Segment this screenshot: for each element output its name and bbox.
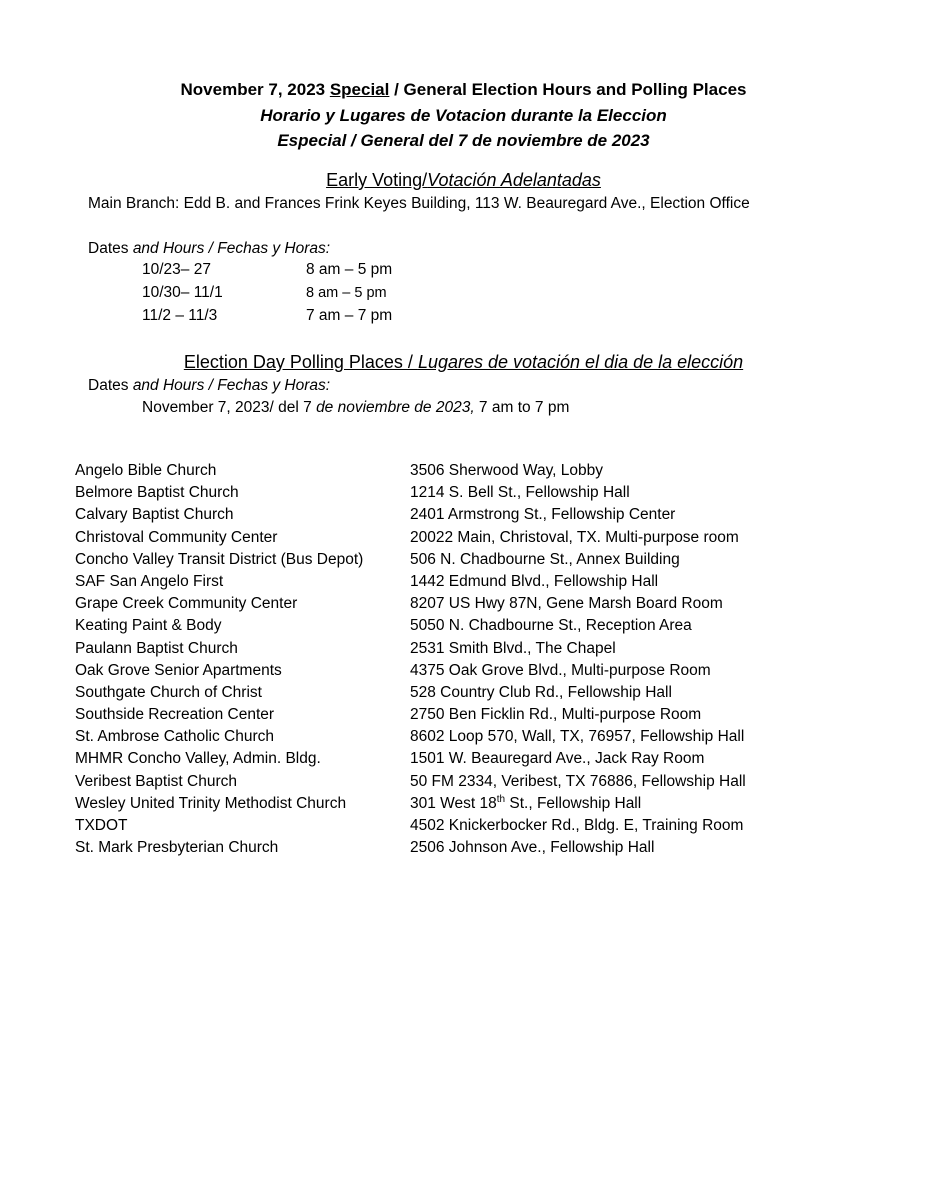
place-name: TXDOT xyxy=(75,817,128,834)
spanish-subtitle-line-1: Horario y Lugares de Votacion durante la Eleccion xyxy=(260,106,667,125)
place-name: Southgate Church of Christ xyxy=(75,683,262,701)
dates-label-italic: and Hours / Fechas y Horas: xyxy=(132,240,331,257)
document-title xyxy=(0,78,927,102)
place-name: Keating Paint & Body xyxy=(75,617,222,635)
early-voting-heading-en: Early Voting/ xyxy=(326,170,428,190)
place-address: 8207 US Hwy 87N, Gene Marsh Board Room xyxy=(410,595,723,613)
early-voting-dates-label xyxy=(88,239,330,259)
list-item xyxy=(75,793,895,815)
schedule-hours: 8 am – 5 pm xyxy=(306,285,387,301)
list-item xyxy=(75,615,895,637)
early-voting-heading xyxy=(0,168,927,192)
place-address: 1442 Edmund Blvd., Fellowship Hall xyxy=(410,572,659,590)
place-name: Wesley United Trinity Methodist Church xyxy=(75,794,347,812)
early-voting-heading-es: Votación Adelantadas xyxy=(427,170,601,190)
dates-label-word: Dates xyxy=(88,377,133,394)
place-name: Concho Valley Transit District (Bus Depot) xyxy=(75,550,364,568)
place-address: 1501 W. Beauregard Ave., Jack Ray Room xyxy=(410,750,705,768)
list-item xyxy=(75,815,895,837)
place-address: 3506 Sherwood Way, Lobby xyxy=(410,462,604,479)
place-address: 1214 S. Bell St., Fellowship Hall xyxy=(410,484,630,502)
list-item xyxy=(75,638,895,660)
election-date-es: de noviembre de 2023, xyxy=(316,399,475,416)
place-name: Oak Grove Senior Apartments xyxy=(75,661,282,679)
election-hours: 7 am to 7 pm xyxy=(474,399,570,416)
spanish-subtitle-line-2: Especial / General del 7 de noviembre de 2023 xyxy=(277,131,650,150)
list-item xyxy=(75,593,895,615)
place-address: 528 Country Club Rd., Fellowship Hall xyxy=(410,683,672,701)
place-name: St. Mark Presbyterian Church xyxy=(75,839,279,857)
place-name: Grape Creek Community Center xyxy=(75,595,298,613)
place-name: Southside Recreation Center xyxy=(75,706,275,724)
place-address: 5050 N. Chadbourne St., Reception Area xyxy=(410,617,692,635)
schedule-hours: 7 am – 7 pm xyxy=(306,307,393,324)
election-day-heading xyxy=(0,350,927,374)
list-item xyxy=(75,748,895,770)
election-day-dates-label xyxy=(88,376,330,396)
schedule-hours: 8 am – 5 pm xyxy=(306,261,393,278)
election-date-en: November 7, 2023/ del 7 xyxy=(142,399,317,416)
address-text: 301 West 18 xyxy=(410,794,497,812)
list-item xyxy=(75,704,895,726)
place-name: Angelo Bible Church xyxy=(75,462,217,479)
place-name: St. Ambrose Catholic Church xyxy=(75,728,275,746)
dates-label-italic: and Hours / Fechas y Horas: xyxy=(132,377,331,394)
place-address: 8602 Loop 570, Wall, TX, 76957, Fellowship Hall xyxy=(410,728,745,746)
list-item xyxy=(75,837,895,859)
place-name: Christoval Community Center xyxy=(75,528,278,546)
list-item xyxy=(75,549,895,571)
place-address: 2506 Johnson Ave., Fellowship Hall xyxy=(410,839,655,857)
place-name: MHMR Concho Valley, Admin. Bldg. xyxy=(75,750,321,768)
main-branch-location: Main Branch: Edd B. and Frances Frink Keyes Building, 113 W. Beauregard Ave., Election Office xyxy=(88,195,750,212)
place-address: 4375 Oak Grove Blvd., Multi-purpose Room xyxy=(410,661,711,679)
list-item xyxy=(75,504,895,526)
list-item xyxy=(75,482,895,504)
place-address: 2750 Ben Ficklin Rd., Multi-purpose Room xyxy=(410,706,702,724)
place-name: Belmore Baptist Church xyxy=(75,484,239,502)
schedule-dates: 10/30– 11/1 xyxy=(142,284,223,301)
election-day-heading-en: Election Day Polling Places / xyxy=(183,352,418,372)
title-date: November 7, 2023 xyxy=(180,80,330,99)
polling-places-list xyxy=(75,460,895,859)
place-name: Paulann Baptist Church xyxy=(75,639,238,657)
list-item xyxy=(75,660,895,682)
place-address: 506 N. Chadbourne St., Annex Building xyxy=(410,550,680,568)
place-name: Calvary Baptist Church xyxy=(75,506,234,524)
election-day-heading-es: Lugares de votación el dia de la elección xyxy=(417,352,744,372)
list-item xyxy=(75,726,895,748)
schedule-dates: 10/23– 27 xyxy=(142,261,211,278)
list-item xyxy=(75,682,895,704)
title-rest: / General Election Hours and Polling Places xyxy=(389,80,747,99)
list-item xyxy=(75,527,895,549)
place-address: 4502 Knickerbocker Rd., Bldg. E, Training Room xyxy=(410,817,744,834)
election-day-date-hours xyxy=(142,398,569,418)
dates-label-word: Dates xyxy=(88,240,133,257)
place-address: 20022 Main, Christoval, TX. Multi-purpose room xyxy=(410,528,739,546)
place-name: SAF San Angelo First xyxy=(75,572,224,590)
title-special-word: Special xyxy=(329,80,390,99)
list-item xyxy=(75,460,895,482)
place-address: 2401 Armstrong St., Fellowship Center xyxy=(410,506,676,524)
address-text: St., Fellowship Hall xyxy=(505,794,642,812)
place-address xyxy=(410,793,641,815)
schedule-dates: 11/2 – 11/3 xyxy=(142,307,218,324)
place-address: 2531 Smith Blvd., The Chapel xyxy=(410,639,616,657)
list-item xyxy=(75,771,895,793)
place-name: Veribest Baptist Church xyxy=(75,772,237,790)
place-address: 50 FM 2334, Veribest, TX 76886, Fellowship Hall xyxy=(410,772,746,790)
ordinal-suffix: th xyxy=(496,793,506,805)
list-item xyxy=(75,571,895,593)
